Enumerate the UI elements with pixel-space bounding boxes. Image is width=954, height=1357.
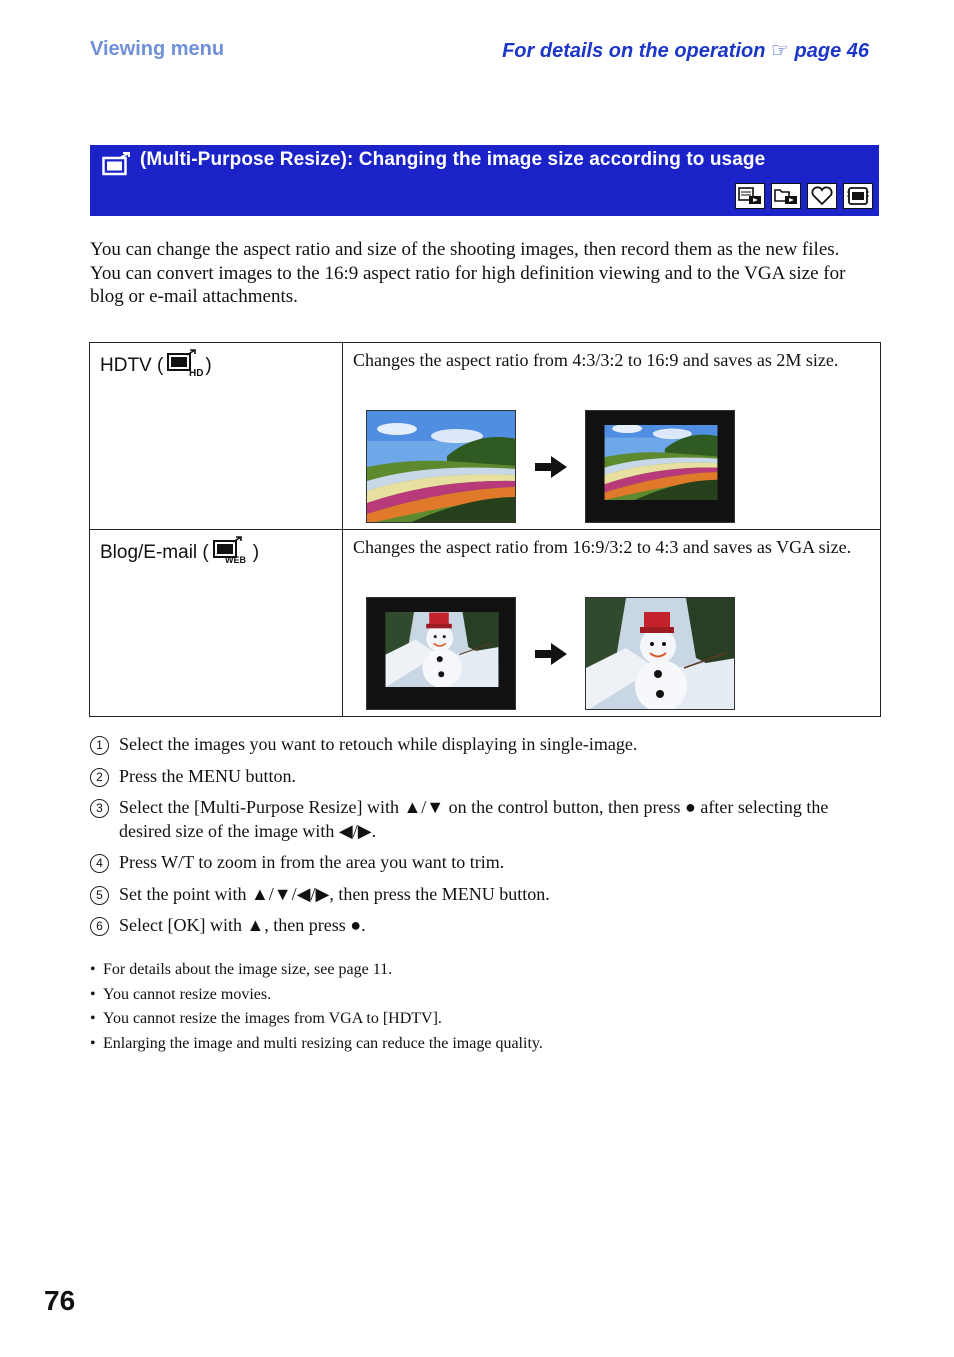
step-number: 6: [90, 917, 109, 936]
step-3: [90, 796, 880, 843]
step-text: Press W/T to zoom in from the area you want to trim.: [119, 852, 505, 872]
after-image-field-16x9: [585, 410, 735, 523]
resize-icon: [102, 152, 132, 181]
favorites-icon: [807, 183, 837, 209]
arrow-right-icon: [535, 456, 567, 478]
details-reference: [502, 38, 869, 63]
step-4: [90, 851, 880, 875]
option-label-hdtv: HDTV ( HD ): [100, 349, 342, 383]
step-1: [90, 733, 880, 757]
before-image-snowman-16x9: [366, 597, 516, 710]
banner-title: (Multi-Purpose Resize): Changing the image size according to usage: [140, 149, 766, 170]
procedure-steps: [90, 733, 880, 938]
resize-options-table: [89, 342, 881, 717]
step-text: Press the MENU button.: [119, 765, 296, 786]
step-number: 2: [90, 768, 109, 787]
step-number: 3: [90, 799, 109, 818]
step-text: Select [OK] with ▲, then press ●.: [119, 915, 366, 935]
note-item: • Enlarging the image and multi resizing can reduce the image quality.: [90, 1032, 880, 1057]
option-description: Changes the aspect ratio from 4:3/3:2 to 16:9 and saves as 2M size.: [353, 350, 839, 370]
page-number: 76: [44, 1285, 76, 1316]
step-text: Set the point with ▲/▼/◀/▶, then press the MENU button.: [119, 883, 550, 904]
step-5: [90, 883, 880, 907]
step-text: Select the images you want to retouch while displaying in single-image.: [119, 734, 638, 754]
arrow-right-icon: [535, 643, 567, 665]
title-banner: [90, 145, 879, 216]
note-item: • You cannot resize the images from VGA to [HDTV].: [90, 1007, 880, 1032]
hdtv-resize-icon: [165, 349, 203, 383]
option-label-cell: [90, 343, 343, 530]
svg-text:HD: HD: [189, 368, 204, 377]
step-text: Select the [Multi-Purpose Resize] with ▲/▼ on the control button, then press ● after selecting the desired size of the image with ◀/▶.: [119, 797, 829, 841]
table-row-hdtv: [90, 343, 881, 530]
event-folder-icon: [735, 183, 765, 209]
web-resize-icon: [211, 536, 251, 570]
folder-icon: [771, 183, 801, 209]
option-description-cell: [343, 343, 881, 530]
option-description-cell: [343, 530, 881, 717]
option-description: Changes the aspect ratio from 16:9/3:2 to 4:3 and saves as VGA size.: [353, 537, 852, 557]
after-image-snowman-4x3: [585, 597, 735, 710]
pointing-hand-icon: ☞: [771, 40, 789, 62]
details-page-link[interactable]: page 46: [794, 40, 869, 62]
memory-card-icon: [843, 183, 873, 209]
details-prefix: For details on the operation: [502, 40, 766, 62]
step-number: 5: [90, 886, 109, 905]
step-number: 1: [90, 736, 109, 755]
notes-list: [90, 958, 880, 1056]
step-2: [90, 765, 880, 789]
step-number: 4: [90, 854, 109, 873]
option-label-cell: [90, 530, 343, 717]
mode-icons: [735, 183, 873, 209]
before-image-field: [366, 410, 516, 523]
note-item: • You cannot resize movies.: [90, 983, 880, 1008]
intro-paragraph: You can convert images to the 16:9 aspect ratio for high definition viewing and to the VGA size for blog or e-mail attachments.: [90, 262, 846, 307]
intro-text: [90, 238, 880, 309]
step-6: [90, 914, 880, 938]
section-title: Viewing menu: [90, 38, 225, 60]
table-row-blog-email: [90, 530, 881, 717]
intro-paragraph: You can change the aspect ratio and size of the shooting images, then record them as the new files.: [90, 239, 840, 260]
option-label-blog-email: Blog/E-mail ( WEB ): [100, 536, 342, 570]
note-item: • For details about the image size, see page 11.: [90, 958, 880, 983]
svg-text:WEB: WEB: [224, 555, 246, 564]
